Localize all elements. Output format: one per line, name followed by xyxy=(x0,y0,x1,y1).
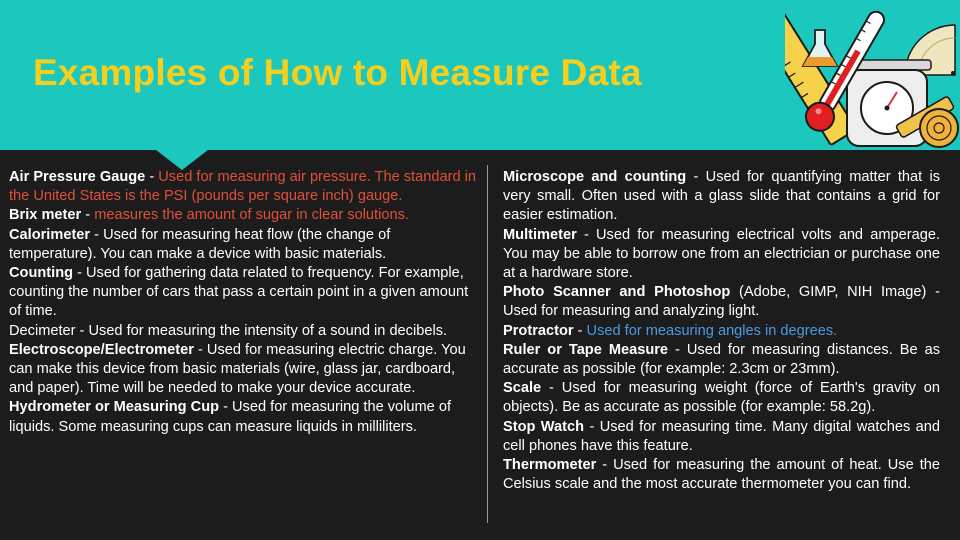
entry-separator: - xyxy=(81,207,95,224)
entry-description: Used for gathering data related to frequency. For example, counting the number of cars that pass a certain point in a given amount of time. xyxy=(9,265,469,320)
entry-decimeter xyxy=(9,322,479,341)
entry-term: Stop Watch xyxy=(503,418,585,435)
entry-description: Used for measuring distances. Be as accurate as possible (for example: 2.3cm or 23mm). xyxy=(503,341,940,378)
entry-term: Microscope and counting xyxy=(503,169,687,185)
scale-icon xyxy=(843,60,931,146)
banner-notch xyxy=(156,150,208,170)
entry-thermometer xyxy=(503,456,940,494)
entry-hydrometer-or-measuring-cup xyxy=(9,398,479,436)
entry-description: Used for measuring weight (force of Earth's gravity on objects). Be as accurate as possible (for example: 58.2g). xyxy=(503,380,940,416)
entry-separator: - xyxy=(219,399,233,416)
column-divider xyxy=(487,165,488,523)
entry-description: Used for measuring the volume of liquids. Some measuring cups can measure liquids in milliliters. xyxy=(9,399,452,435)
entry-term: Scale xyxy=(503,380,542,397)
entry-separator: - xyxy=(145,169,159,185)
entry-air-pressure-gauge xyxy=(9,168,479,206)
entry-separator: - xyxy=(541,380,562,397)
entry-description: measures the amount of sugar in clear solutions. xyxy=(94,207,409,224)
entry-description: Used for measuring air pressure. The standard in the United States is the PSI (pounds per square inch) gauge. xyxy=(9,169,476,205)
entry-ruler-or-tape-measure xyxy=(503,341,940,379)
entry-description: Used for measuring electrical volts and amperage. You may be able to borrow one from an electrician or purchase one at a hardware store. xyxy=(503,226,940,282)
beaker-icon xyxy=(803,30,837,66)
page-title: Examples of How to Measure Data xyxy=(33,52,642,93)
entry-term: Ruler or Tape Measure xyxy=(503,341,669,358)
entry-description: Used for measuring the intensity of a sound in decibels. xyxy=(88,322,448,339)
entry-description: Used for measuring heat flow (the change of temperature). You can make a device with basic materials. xyxy=(9,226,391,262)
entry-separator: - xyxy=(596,457,614,474)
entry-term: Thermometer xyxy=(503,457,597,474)
entry-microscope-and-counting xyxy=(503,168,940,226)
entry-separator: - xyxy=(75,322,89,339)
entry-counting xyxy=(9,264,479,322)
entry-stop-watch xyxy=(503,418,940,456)
entry-separator: - xyxy=(573,322,587,339)
entry-description: Used for measuring time. Many digital watches and cell phones have this feature. xyxy=(503,418,940,454)
entry-separator: - xyxy=(576,226,597,243)
entry-calorimeter xyxy=(9,226,479,264)
entry-scale xyxy=(503,379,940,417)
entry-separator xyxy=(730,284,739,300)
entry-term: Counting xyxy=(9,265,74,282)
entry-separator: - xyxy=(193,341,207,358)
entry-protractor xyxy=(503,322,940,341)
measurement-tools-illustration xyxy=(785,0,960,150)
entry-separator: - xyxy=(668,341,687,358)
entry-description: Used for measuring the amount of heat. Use the Celsius scale and the most accurate thermometer you can find. xyxy=(503,457,940,493)
entry-photo-scanner-and-photoshop xyxy=(503,283,940,321)
entry-term: Calorimeter xyxy=(9,226,91,243)
entry-term: Brix meter xyxy=(9,207,82,224)
entry-description: (Adobe, GIMP, NIH Image) - Used for measuring and analyzing light. xyxy=(503,284,941,320)
entry-term: Electroscope/Electrometer xyxy=(9,341,194,358)
entry-electroscope-electrometer xyxy=(9,341,479,399)
entry-description: Used for measuring electric charge. You can make this device from basic materials (wire, glass jar, cardboard, and paper). Time will be needed to make your device accurate. xyxy=(9,341,466,397)
entry-separator: - xyxy=(90,226,104,243)
entry-term: Decimeter xyxy=(9,322,76,339)
entry-brix-meter xyxy=(9,206,479,225)
left-column xyxy=(9,168,479,437)
entry-term: Hydrometer or Measuring Cup xyxy=(9,399,220,416)
entry-term: Photo Scanner and Photoshop xyxy=(503,284,731,301)
entry-multimeter xyxy=(503,226,940,284)
entry-separator: - xyxy=(584,418,600,435)
entry-term: Protractor xyxy=(503,322,574,339)
entry-term: Multimeter xyxy=(503,226,577,243)
entry-term: Air Pressure Gauge xyxy=(9,169,146,185)
entry-separator: - xyxy=(686,169,706,185)
entry-description: Used for quantifying matter that is very small. Often used with a glass slide that contains a grid for easier estimation. xyxy=(503,169,940,224)
entry-description: Used for measuring angles in degrees. xyxy=(586,322,838,339)
right-column xyxy=(503,168,940,494)
entry-separator: - xyxy=(73,265,87,282)
